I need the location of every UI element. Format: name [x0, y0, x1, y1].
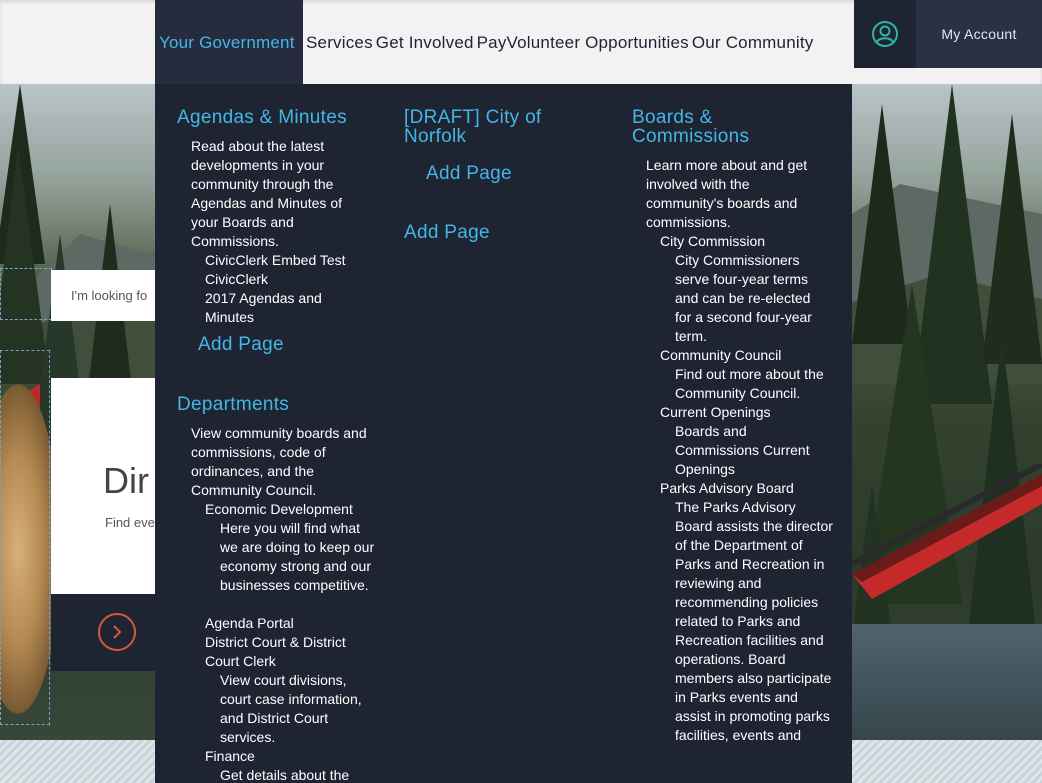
menu-link-district-court[interactable]: District Court & District Court Clerk — [205, 634, 346, 669]
menu-link-city-commission[interactable]: City Commission — [660, 233, 766, 249]
menu-link-community-council[interactable]: Community Council — [660, 347, 782, 363]
directory-card[interactable] — [51, 378, 161, 594]
my-account-button[interactable]: My Account — [916, 0, 1042, 68]
menu-link-agenda-portal[interactable]: Agenda Portal — [205, 615, 294, 631]
add-page-link[interactable]: Add Page — [404, 222, 490, 243]
nav-volunteer[interactable]: Volunteer Opportunities — [506, 33, 689, 52]
mega-menu — [155, 84, 852, 783]
user-icon — [871, 20, 899, 48]
card-footer — [51, 594, 161, 671]
menu-link-2017-agendas[interactable]: 2017 Agendas and Minutes — [205, 290, 322, 325]
focus-outline — [0, 350, 50, 725]
next-button[interactable] — [98, 613, 136, 651]
menu-desc-community-council: Find out more about the Community Council. — [675, 366, 824, 401]
menu-link-finance[interactable]: Finance — [205, 748, 255, 764]
search-input[interactable]: I'm looking fo — [51, 270, 161, 321]
menu-desc-departments: View community boards and commissions, code of ordinances, and the Community Council. — [191, 425, 367, 498]
nav-services[interactable]: Services — [306, 33, 373, 52]
hammock-right — [852, 464, 1042, 604]
menu-desc-boards: Learn more about and get involved with the community's boards and commissions. — [646, 157, 808, 230]
menu-desc-economic-development: Here you will find what we are doing to keep our economy strong and our businesses competitive. — [220, 520, 375, 593]
menu-heading-agendas[interactable]: Agendas & Minutes — [177, 107, 347, 128]
menu-link-current-openings[interactable]: Current Openings — [660, 404, 771, 420]
main-nav — [155, 0, 813, 84]
nav-your-government[interactable]: Your Government — [155, 0, 303, 84]
add-page-link[interactable]: Add Page — [426, 163, 512, 184]
menu-heading-draft-city[interactable]: [DRAFT] City of Norfolk — [404, 107, 542, 147]
site-header — [0, 0, 1042, 84]
menu-desc-parks-advisory: The Parks Advisory Board assists the director of the Department of Parks and Recreation in reviewing and recommending policies related to Parks and Recreation facilities and operations. Board members also participate in Parks events and assist in promoting parks facilities, events and — [675, 499, 833, 743]
nav-get-involved[interactable]: Get Involved — [375, 33, 474, 52]
menu-desc-agendas: Read about the latest developments in your community through the Agendas and Minutes of your Boards and Commissions. — [191, 138, 342, 249]
focus-outline — [0, 268, 52, 320]
menu-heading-departments[interactable]: Departments — [177, 394, 290, 415]
chevron-right-icon — [108, 623, 126, 641]
add-page-link[interactable]: Add Page — [198, 334, 284, 355]
menu-desc-current-openings: Boards and Commissions Current Openings — [675, 423, 810, 477]
menu-desc-city-commission: City Commissioners serve four-year terms and can be re-elected for a second four-year term. — [675, 252, 812, 344]
menu-link-economic-development[interactable]: Economic Development — [205, 501, 353, 517]
menu-desc-district-court: View court divisions, court case information, and District Court services. — [220, 672, 362, 745]
card-title: Dir — [103, 460, 149, 501]
nav-pay[interactable]: Pay — [476, 33, 507, 52]
account-icon-button[interactable] — [854, 0, 916, 68]
menu-desc-finance: Get details about the — [220, 767, 350, 783]
menu-link-civicclerk[interactable]: CivicClerk — [205, 271, 268, 287]
card-subtitle: Find eve — [105, 515, 155, 530]
nav-our-community[interactable]: Our Community — [691, 33, 814, 52]
menu-link-civicclerk-embed[interactable]: CivicClerk Embed Test — [205, 252, 346, 268]
menu-heading-boards[interactable]: Boards & Commissions — [632, 107, 750, 147]
menu-link-parks-advisory[interactable]: Parks Advisory Board — [660, 480, 794, 496]
